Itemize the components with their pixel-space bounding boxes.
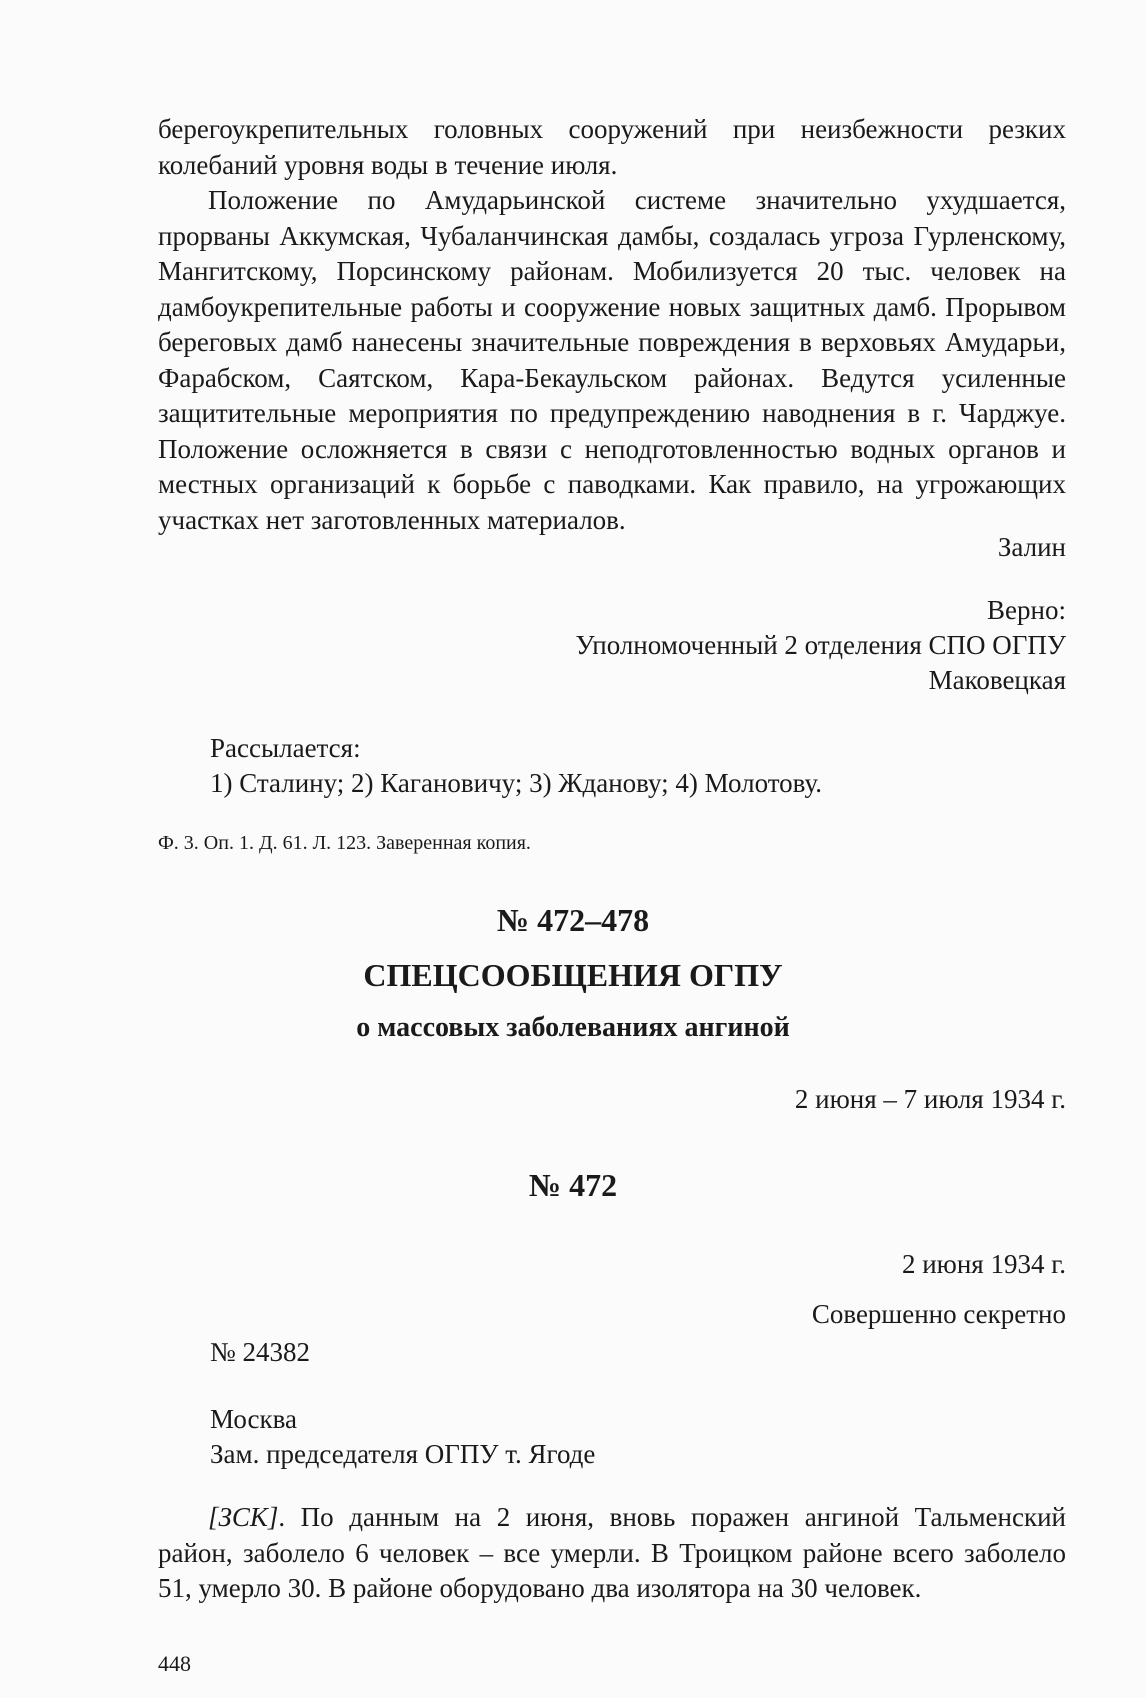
certification-verno: Верно: (987, 595, 1066, 625)
distribution-list: 1) Сталину; 2) Кагановичу; 3) Жданову; 4) Молотову. (210, 768, 823, 798)
city: Москва (210, 1404, 297, 1434)
addressee: Зам. председателя ОГПУ т. Ягоде (210, 1439, 596, 1469)
continuation-paragraph-1: берегоукрепительных головных сооружений при неизбежности резких колебаний уровня воды в течение июля. (158, 114, 1066, 180)
document-body-text: . По данным на 2 июня, вновь поражен ангиной Тальменский район, заболело 6 человек – все умерли. В Троицком районе всего заболело 51, умерло 30. В районе оборудовано два изолятора на 30 человек. (158, 1502, 1066, 1603)
page-number: 448 (158, 1651, 191, 1676)
section-date-range: 2 июня – 7 июля 1934 г. (794, 1084, 1066, 1114)
document-date: 2 июня 1934 г. (901, 1249, 1066, 1279)
continuation-paragraph-2: Положение по Амударьинской системе значительно ухудшается, прорваны Аккумская, Чубаланчинская дамбы, создалась угроза Гурленскому, Мангитскому, Порсинскому районам. Мобилизуется 20 тыс. человек на дамбоукрепительные работы и сооружение новых защитных дамб. Прорывом береговых дамб нанесены значительные повреждения в верховьях Амударьи, Фарабском, Саятском, Кара-Бекаульском районах. Ведутся усиленные защитительные мероприятия по предупреждению наводнения в г. Чарджуе. Положение осложняется в связи с неподготовленностью водных органов и местных организаций к борьбе с паводками. Как правило, на угрожающих участках нет заготовленных материалов. (158, 185, 1066, 535)
distribution-label: Рассылается: (210, 733, 361, 763)
certification-name: Маковецкая (928, 665, 1066, 695)
registration-number: № 24382 (210, 1337, 311, 1367)
document-body-paragraph (158, 1500, 1066, 1607)
document-number: № 472 (528, 1167, 618, 1203)
certification-position: Уполномоченный 2 отделения СПО ОГПУ (575, 630, 1066, 660)
section-title: СПЕЦСООБЩЕНИЯ ОГПУ (363, 957, 783, 993)
region-abbreviation: [ЗСК] (208, 1502, 279, 1532)
signature: Залин (997, 532, 1066, 562)
section-number: № 472–478 (496, 902, 650, 938)
document-body (158, 1500, 1066, 1607)
classification-stamp: Совершенно секретно (811, 1299, 1066, 1329)
continuation-text (158, 112, 1066, 538)
archive-reference: Ф. 3. Оп. 1. Д. 61. Л. 123. Заверенная копия. (158, 832, 531, 854)
section-subtitle: о массовых заболеваниях ангиной (356, 1012, 790, 1043)
